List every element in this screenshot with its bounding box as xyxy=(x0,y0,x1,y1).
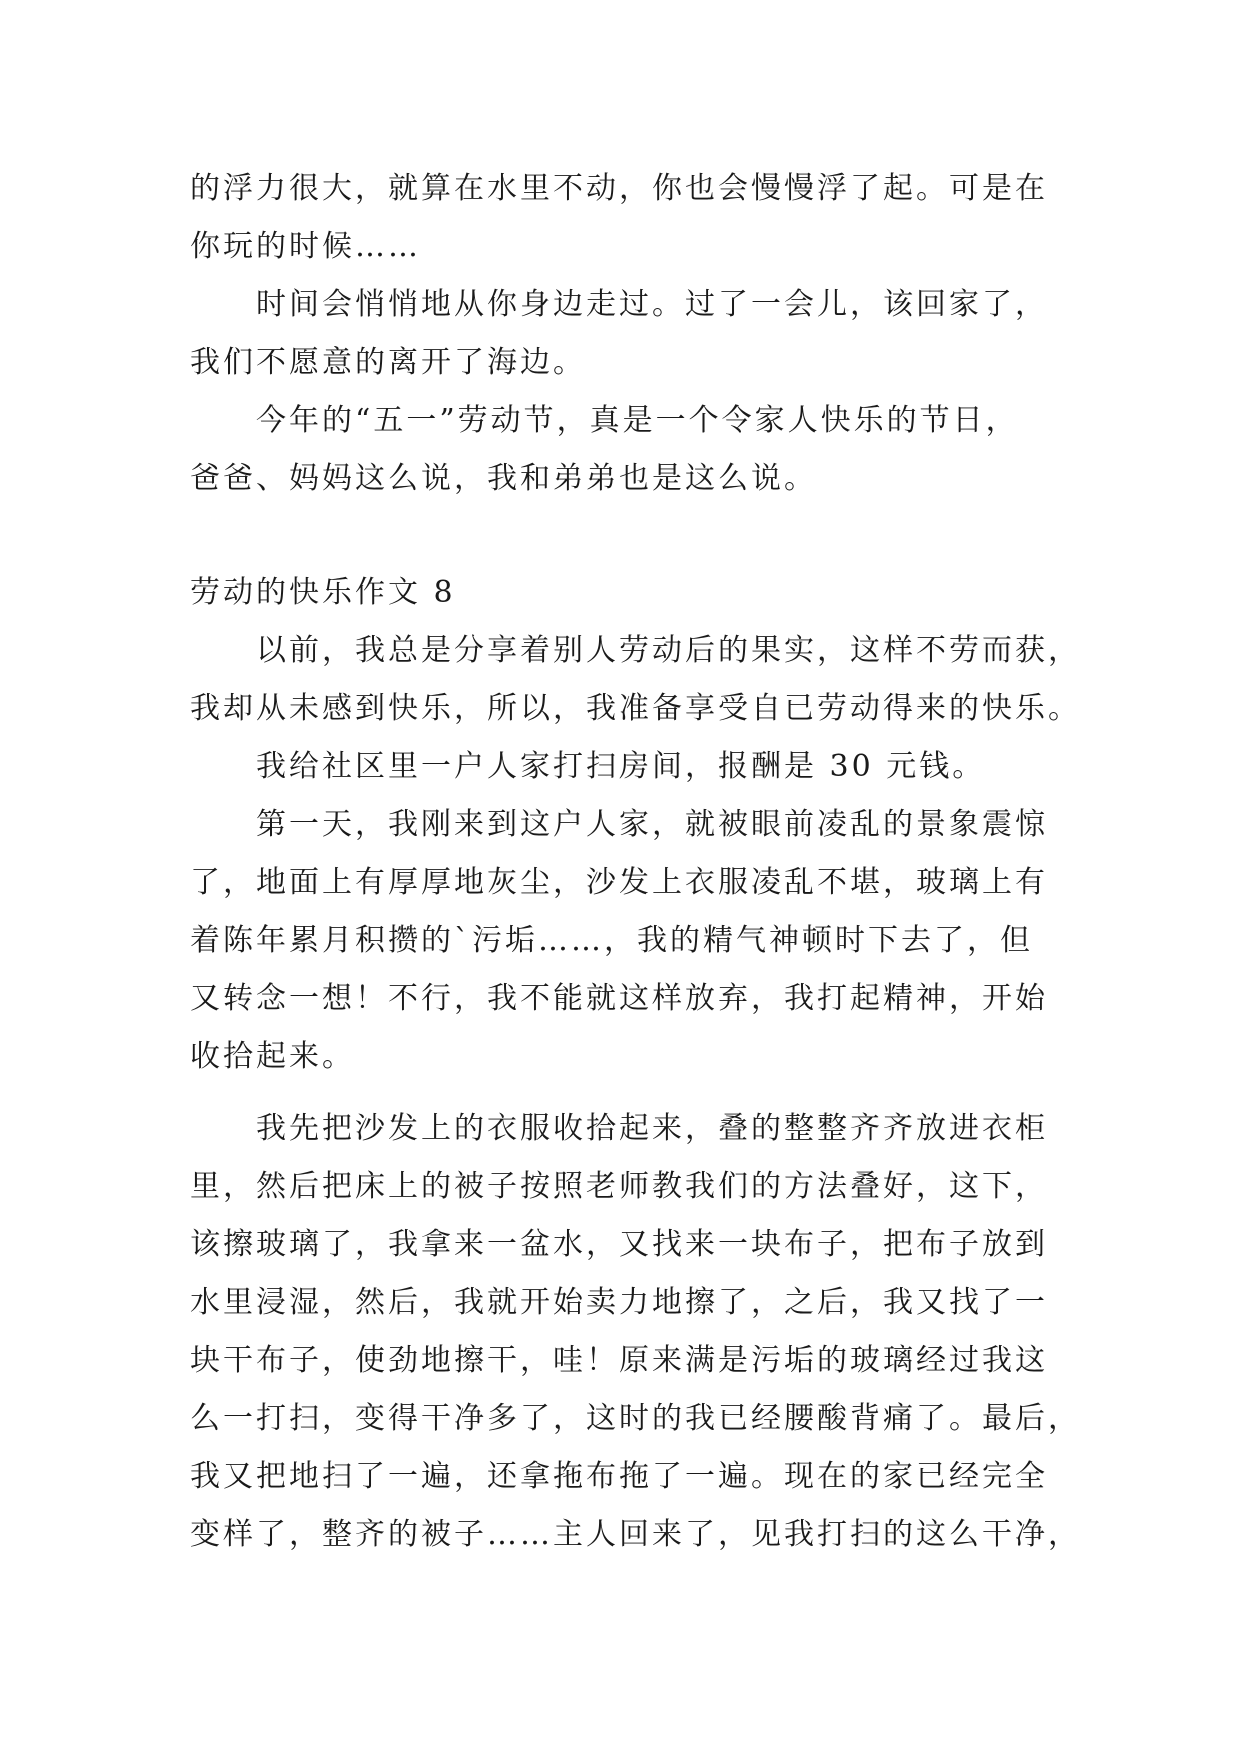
paragraph-ocean-continuation xyxy=(190,160,1070,276)
text-line: 的浮力很大，就算在水里不动，你也会慢慢浮了起。可是在 xyxy=(190,171,1048,206)
text-line: 收拾起来。 xyxy=(190,1039,355,1074)
text-line: 里，然后把床上的被子按照老师教我们的方法叠好，这下， xyxy=(190,1169,1048,1204)
paragraph-time-passes xyxy=(190,276,1070,392)
text-line: 你玩的时候…… xyxy=(190,229,421,264)
text-line: 以前，我总是分享着别人劳动后的果实，这样不劳而获， xyxy=(256,633,1081,668)
text-line: 变样了，整齐的被子……主人回来了，见我打扫的这么干净， xyxy=(190,1517,1081,1552)
paragraph-intro xyxy=(190,622,1081,738)
text-line: 了，地面上有厚厚地灰尘，沙发上衣服凌乱不堪，玻璃上有 xyxy=(190,865,1048,900)
text-line: 我又把地扫了一遍，还拿拖布拖了一遍。现在的家已经完全 xyxy=(190,1459,1048,1494)
text-line: 我们不愿意的离开了海边。 xyxy=(190,345,586,380)
paragraph-first-day xyxy=(190,796,1070,1086)
text-line: 今年的“五一”劳动节，真是一个令家人快乐的节日， xyxy=(256,403,1019,438)
text-line: 水里浸湿，然后，我就开始卖力地擦了，之后，我又找了一 xyxy=(190,1285,1048,1320)
text-line: 第一天，我刚来到这户人家，就被眼前凌乱的景象震惊 xyxy=(256,807,1048,842)
text-line: 我却从未感到快乐，所以，我准备享受自已劳动得来的快乐。 xyxy=(190,691,1081,726)
text-line: 又转念一想！不行，我不能就这样放弃，我打起精神，开始 xyxy=(190,981,1048,1016)
paragraph-cleaning xyxy=(190,1100,1081,1564)
paragraph-labor-day xyxy=(190,392,1070,508)
text-line: 时间会悄悄地从你身边走过。过了一会儿，该回家了， xyxy=(256,287,1048,322)
text-line: 着陈年累月积攒的`污垢……，我的精气神顿时下去了，但 xyxy=(190,923,1033,958)
text-line: 我给社区里一户人家打扫房间，报酬是 30 元钱。 xyxy=(256,749,986,784)
paragraph-job xyxy=(190,738,1070,796)
document-page xyxy=(190,160,1081,1564)
text-line: 我先把沙发上的衣服收拾起来，叠的整整齐齐放进衣柜 xyxy=(256,1111,1048,1146)
text-line: 么一打扫，变得干净多了，这时的我已经腰酸背痛了。最后， xyxy=(190,1401,1081,1436)
text-line: 块干布子，使劲地擦干，哇！原来满是污垢的玻璃经过我这 xyxy=(190,1343,1048,1378)
essay-title: 劳动的快乐作文 8 xyxy=(190,575,456,610)
text-line: 爸爸、妈妈这么说，我和弟弟也是这么说。 xyxy=(190,461,817,496)
text-line: 该擦玻璃了，我拿来一盆水，又找来一块布子，把布子放到 xyxy=(190,1227,1048,1262)
